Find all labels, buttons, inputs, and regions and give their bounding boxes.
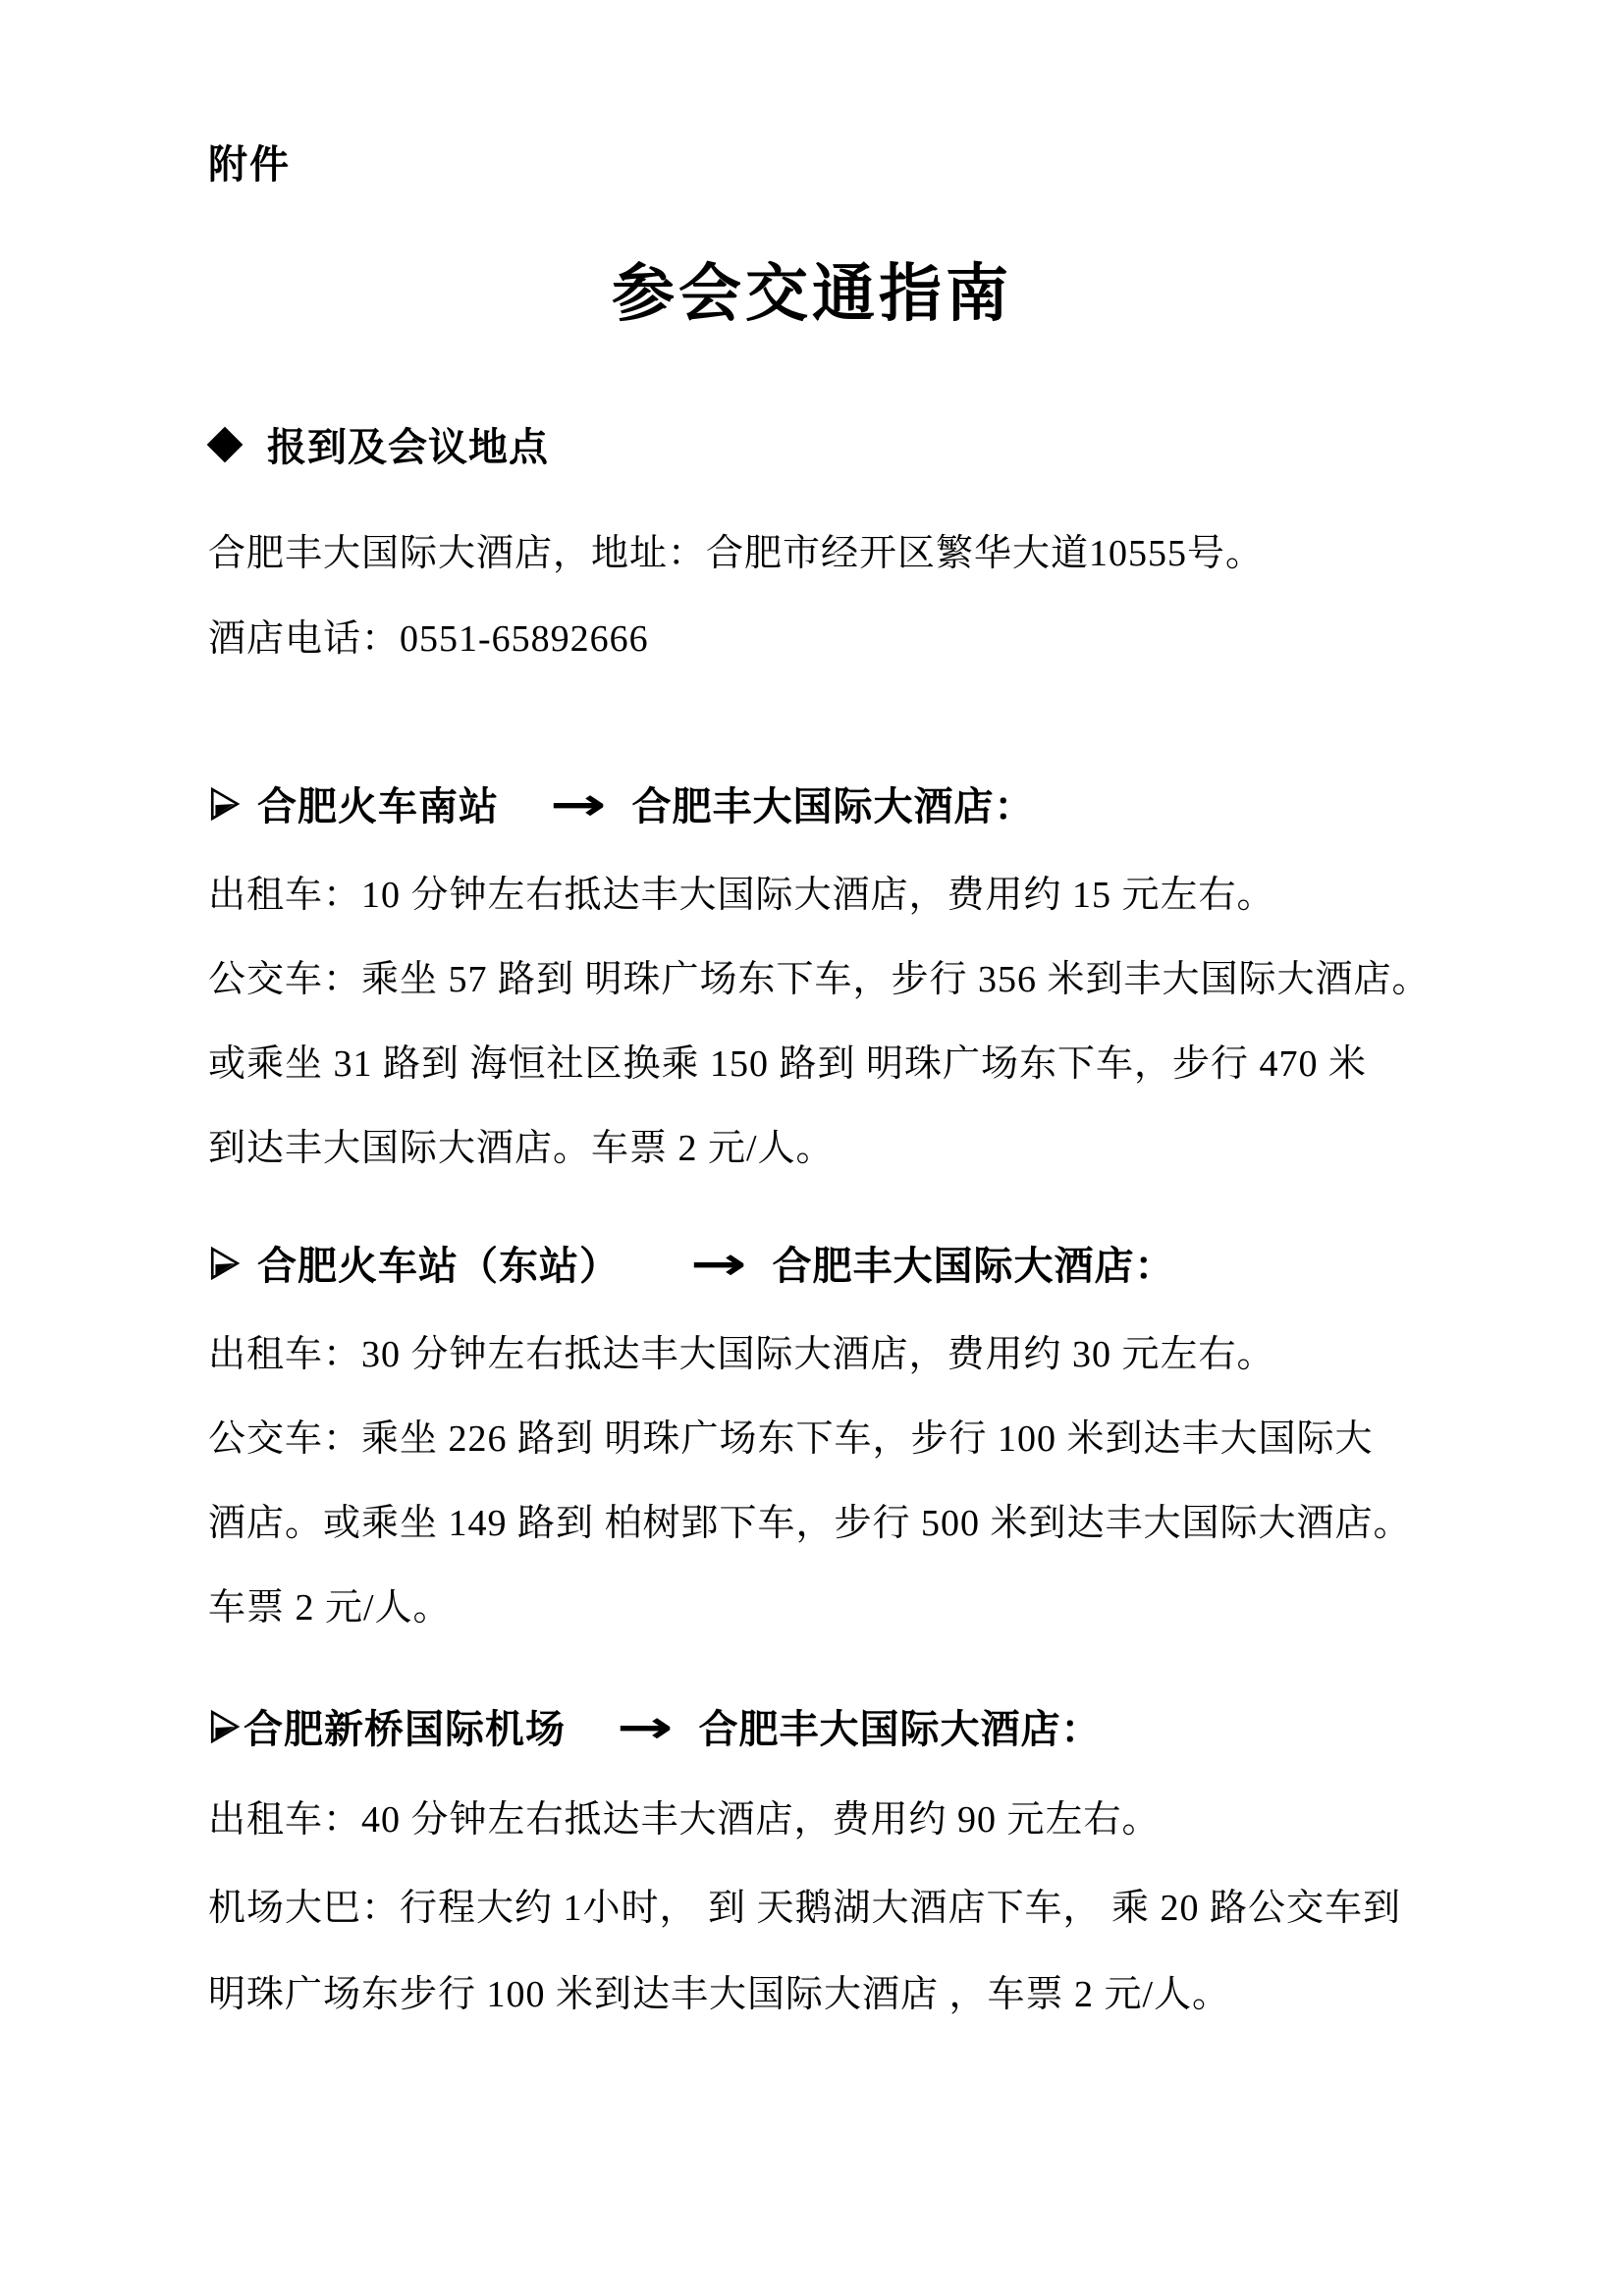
route-line: 到达丰大国际大酒店。车票 2 元/人。 bbox=[208, 1128, 835, 1169]
arrowhead-bullet-icon bbox=[208, 1247, 242, 1280]
venue-heading-text: 报到及会议地点 bbox=[267, 426, 549, 469]
route-heading-east-station bbox=[208, 1235, 1175, 1291]
route-line: 公交车：乘坐 226 路到 明珠广场东下车，步行 100 米到达丰大国际大 bbox=[208, 1418, 1374, 1460]
route-line: 出租车：30 分钟左右抵达丰大国际大酒店，费用约 30 元左右。 bbox=[208, 1334, 1275, 1375]
route-to: 合肥丰大国际大酒店： bbox=[698, 1708, 1102, 1751]
route-line: 出租车：10 分钟左右抵达丰大国际大酒店，费用约 15 元左右。 bbox=[208, 875, 1275, 916]
route-line: 公交车：乘坐 57 路到 明珠广场东下车，步行 356 米到丰大国际大酒店。 bbox=[208, 959, 1431, 1000]
attachment-label: 附件 bbox=[208, 143, 291, 187]
route-from: 合肥火车南站 bbox=[257, 785, 499, 828]
route-line: 车票 2 元/人。 bbox=[208, 1587, 452, 1629]
route-heading-south-station bbox=[208, 775, 1035, 831]
venue-heading bbox=[208, 416, 549, 472]
route-from: 合肥火车站（东站） bbox=[257, 1245, 620, 1288]
right-arrow: → bbox=[617, 1699, 676, 1753]
route-to: 合肥丰大国际大酒店： bbox=[772, 1245, 1175, 1288]
route-line: 或乘坐 31 路到 海恒社区换乘 150 路到 明珠广场东下车，步行 470 米 bbox=[208, 1043, 1368, 1085]
route-line: 酒店。或乘坐 149 路到 柏树郢下车，步行 500 米到达丰大国际大酒店。 bbox=[208, 1503, 1412, 1544]
route-line: 出租车：40 分钟左右抵达丰大酒店，费用约 90 元左右。 bbox=[208, 1799, 1161, 1841]
page-title: 参会交通指南 bbox=[612, 259, 1012, 329]
route-line: 机场大巴：行程大约 1小时， 到 天鹅湖大酒店下车， 乘 20 路公交车到 bbox=[208, 1888, 1402, 1929]
venue-address-line: 合肥丰大国际大酒店，地址：合肥市经开区繁华大道10555号。 bbox=[208, 533, 1265, 574]
right-arrow: → bbox=[550, 776, 609, 830]
route-heading-airport bbox=[208, 1698, 1102, 1754]
right-arrow: → bbox=[690, 1236, 749, 1290]
route-to: 合肥丰大国际大酒店： bbox=[631, 785, 1035, 828]
route-from: 合肥新桥国际机场 bbox=[244, 1708, 566, 1751]
diamond-bullet-icon bbox=[207, 426, 244, 462]
venue-phone-line: 酒店电话：0551-65892666 bbox=[208, 618, 649, 660]
arrowhead-bullet-icon bbox=[208, 787, 242, 821]
arrowhead-bullet-icon bbox=[208, 1710, 242, 1743]
route-line: 明珠广场东步行 100 米到达丰大国际大酒店 ，车票 2 元/人。 bbox=[208, 1974, 1231, 2015]
